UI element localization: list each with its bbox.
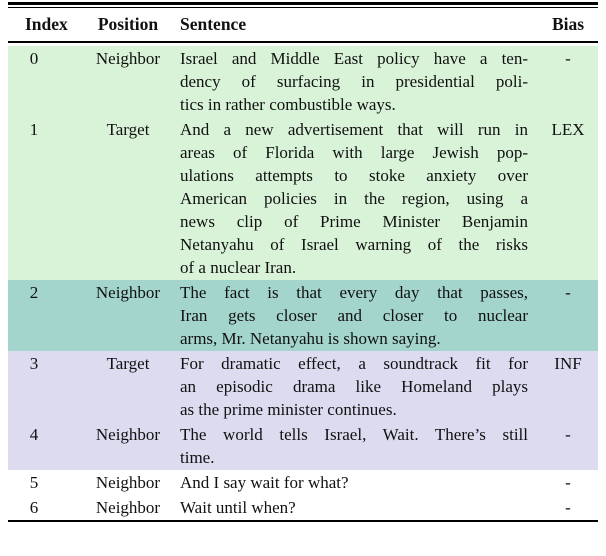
column-header-sentence: Sentence bbox=[180, 13, 247, 34]
sentence-cell bbox=[178, 471, 528, 494]
sentence-line: time. bbox=[180, 447, 215, 467]
sentence-line: The world tells Israel, Wait. There’s still bbox=[180, 424, 528, 444]
sentence-line: American policies in the region, using a bbox=[180, 188, 528, 208]
index-cell: 2 bbox=[29, 282, 39, 302]
sentence-cell bbox=[178, 47, 528, 116]
position-cell: Neighbor bbox=[95, 48, 161, 68]
sentence-line: The fact is that every day that passes, bbox=[180, 282, 528, 302]
column-header-bias: Bias bbox=[551, 13, 585, 34]
position-cell: Neighbor bbox=[95, 424, 161, 444]
bias-sentence-table bbox=[8, 2, 598, 522]
sentence-line: Wait until when? bbox=[180, 497, 296, 517]
sentence-line: of a nuclear Iran. bbox=[180, 257, 297, 277]
sentence-line: Iran gets closer and closer to nuclear bbox=[180, 305, 528, 325]
sentence-line: tics in rather combustible ways. bbox=[180, 94, 396, 114]
sentence-cell bbox=[178, 423, 528, 469]
table-body bbox=[8, 46, 598, 520]
sentence-line: And I say wait for what? bbox=[180, 472, 349, 492]
sentence-line: dency of surfacing in presidential poli- bbox=[180, 71, 528, 91]
table-bottom-rule bbox=[8, 520, 598, 523]
sentence-line: arms, Mr. Netanyahu is shown saying. bbox=[180, 328, 441, 348]
index-cell: 5 bbox=[29, 472, 39, 492]
sentence-line: an episodic drama like Homeland plays bbox=[180, 376, 528, 396]
column-header-position: Position bbox=[97, 13, 159, 34]
table-row bbox=[8, 280, 598, 351]
index-cell: 1 bbox=[29, 119, 39, 139]
bias-cell: - bbox=[565, 48, 571, 68]
table-row bbox=[8, 117, 598, 280]
position-cell: Target bbox=[106, 353, 150, 373]
bias-cell: - bbox=[565, 282, 571, 302]
sentence-cell bbox=[178, 118, 528, 279]
sentence-cell bbox=[178, 496, 528, 519]
sentence-line: ulations attempts to stoke anxiety over bbox=[180, 165, 528, 185]
bias-cell: - bbox=[565, 424, 571, 444]
table-row bbox=[8, 470, 598, 495]
sentence-cell bbox=[178, 281, 528, 350]
sentence-line: Netanyahu of Israel warning of the risks bbox=[180, 234, 528, 254]
bias-cell: - bbox=[565, 497, 571, 517]
bias-cell: INF bbox=[554, 353, 582, 373]
table-row bbox=[8, 46, 598, 117]
bias-cell: LEX bbox=[551, 119, 585, 139]
sentence-line: news clip of Prime Minister Benjamin bbox=[180, 211, 528, 231]
position-cell: Neighbor bbox=[95, 282, 161, 302]
sentence-line: And a new advertisement that will run in bbox=[180, 119, 528, 139]
table-header-row bbox=[8, 8, 598, 41]
position-cell: Target bbox=[106, 119, 150, 139]
index-cell: 6 bbox=[29, 497, 39, 517]
position-cell: Neighbor bbox=[95, 472, 161, 492]
table-top-rule-thick bbox=[8, 2, 598, 5]
index-cell: 4 bbox=[29, 424, 39, 444]
index-cell: 0 bbox=[29, 48, 39, 68]
index-cell: 3 bbox=[29, 353, 39, 373]
sentence-line: as the prime minister continues. bbox=[180, 399, 397, 419]
table-row bbox=[8, 495, 598, 520]
sentence-line: For dramatic effect, a soundtrack fit for bbox=[180, 353, 528, 373]
bias-cell: - bbox=[565, 472, 571, 492]
column-header-index: Index bbox=[25, 13, 68, 34]
position-cell: Neighbor bbox=[95, 497, 161, 517]
sentence-line: areas of Florida with large Jewish pop- bbox=[180, 142, 528, 162]
table-row bbox=[8, 422, 598, 470]
table-header-rule bbox=[8, 41, 598, 43]
sentence-cell bbox=[178, 352, 528, 421]
table-row bbox=[8, 351, 598, 422]
sentence-line: Israel and Middle East policy have a ten- bbox=[180, 48, 528, 68]
